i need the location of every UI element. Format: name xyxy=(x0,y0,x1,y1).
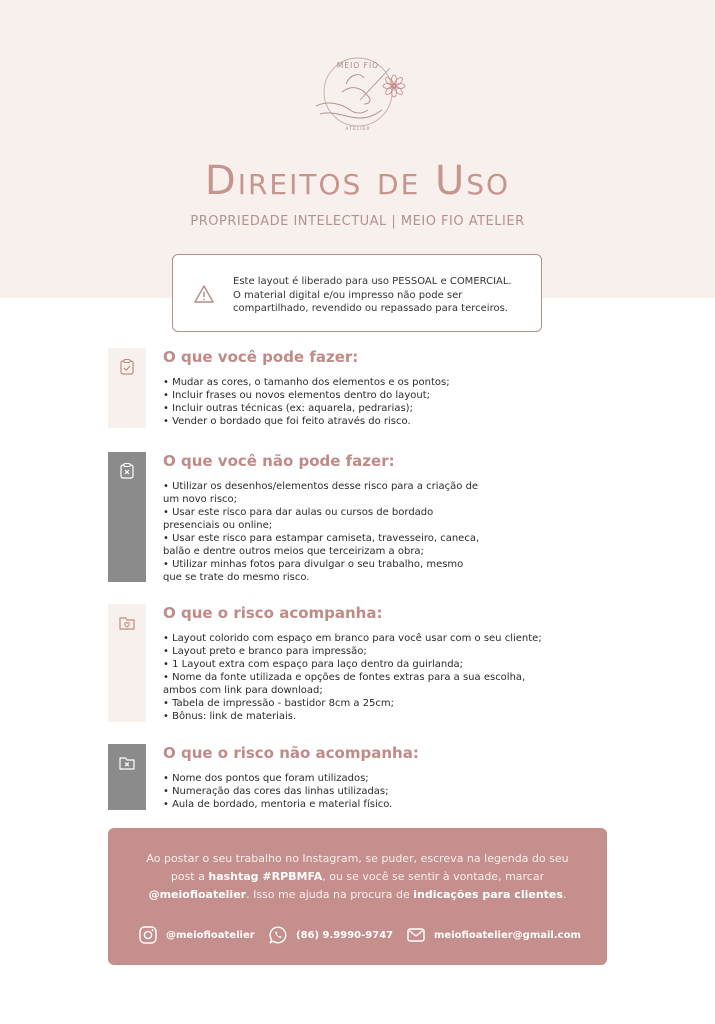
page-subtitle: PROPRIEDADE INTELECTUAL | MEIO FIO ATELIER xyxy=(190,214,525,229)
list-item: • Bônus: link de materiais. xyxy=(163,710,553,723)
notice-line: Este layout é liberado para uso PESSOAL e COMERCIAL. xyxy=(233,276,512,287)
phone-number: (86) 9.9990-9747 xyxy=(296,929,394,941)
list-item: • Incluir outras técnicas (ex: aquarela, pedrarias); xyxy=(163,402,603,415)
section-list xyxy=(163,632,553,723)
footer-text: post a xyxy=(170,870,209,883)
list-item: • Usar este risco para estampar camiseta, travesseiro, caneca, balão e dentre outros meios que terceirizam a obra; xyxy=(163,532,483,558)
clipboard-check-icon xyxy=(118,358,136,376)
notice-line: O material digital e/ou impresso não pode ser xyxy=(233,289,463,301)
notice-line: compartilhado, revendido ou repassado para terceiros. xyxy=(233,303,508,314)
instagram-icon xyxy=(138,925,158,945)
footer-line xyxy=(122,886,593,904)
embroidery-hands-logo-icon xyxy=(298,44,418,140)
section-heading: O que o risco acompanha: xyxy=(163,604,383,622)
whatsapp-contact[interactable] xyxy=(268,924,393,946)
folder-x-icon xyxy=(118,754,136,772)
section-icon-bar xyxy=(108,452,146,582)
handle-text: @meiofioatelier xyxy=(148,888,247,901)
list-item: • 1 Layout extra com espaço para laço dentro da guirlanda; xyxy=(163,658,553,671)
folder-heart-icon xyxy=(118,614,136,632)
list-item: • Mudar as cores, o tamanho dos elementos e os pontos; xyxy=(163,376,603,389)
logo-bottom-text: ATELIER xyxy=(345,127,371,132)
footer-card xyxy=(108,828,607,965)
section-heading: O que o risco não acompanha: xyxy=(163,744,419,762)
list-item: • Incluir frases ou novos elementos dentro do layout; xyxy=(163,389,603,402)
section-cannot-do xyxy=(108,452,608,582)
contact-row xyxy=(138,924,588,946)
logo-top-text: MEIO FIO xyxy=(336,61,380,70)
section-list xyxy=(163,480,483,584)
notice-text xyxy=(233,275,533,316)
warning-icon xyxy=(193,283,215,305)
list-item: • Numeração das cores das linhas utilizadas; xyxy=(163,785,603,798)
instagram-contact[interactable] xyxy=(138,924,255,946)
section-icon-bar xyxy=(108,348,146,428)
footer-line xyxy=(122,868,593,886)
hashtag-text: hashtag #RPBMFA xyxy=(208,870,323,883)
section-heading: O que você não pode fazer: xyxy=(163,452,395,470)
email-address: meiofioatelier@gmail.com xyxy=(434,929,581,941)
brand-logo xyxy=(298,44,418,140)
list-item: • Layout preto e branco para impressão; xyxy=(163,645,553,658)
list-item: • Layout colorido com espaço em branco para você usar com o seu cliente; xyxy=(163,632,553,645)
section-included xyxy=(108,604,608,722)
mail-icon xyxy=(406,925,426,945)
section-list xyxy=(163,376,603,428)
section-can-do xyxy=(108,348,608,428)
section-heading: O que você pode fazer: xyxy=(163,348,359,366)
footer-message xyxy=(122,850,593,904)
section-icon-bar xyxy=(108,604,146,722)
list-item: • Vender o bordado que foi feito através do risco. xyxy=(163,415,603,428)
list-item: • Usar este risco para dar aulas ou cursos de bordado presenciais ou online; xyxy=(163,506,483,532)
list-item: • Utilizar minhas fotos para divulgar o seu trabalho, mesmo que se trate do mesmo risco. xyxy=(163,558,483,584)
whatsapp-icon xyxy=(268,925,288,945)
footer-text: , ou se você se sentir à vontade, marcar xyxy=(322,870,545,883)
clipboard-x-icon xyxy=(118,462,136,480)
email-contact[interactable] xyxy=(406,924,581,946)
footer-text: . Isso me ajuda na procura de xyxy=(246,888,414,901)
list-item: • Nome dos pontos que foram utilizados; xyxy=(163,772,603,785)
footer-line: Ao postar o seu trabalho no Instagram, se puder, escreva na legenda do seu xyxy=(146,852,569,865)
section-icon-bar xyxy=(108,744,146,810)
highlight-text: indicações para clientes xyxy=(413,888,563,901)
list-item: • Nome da fonte utilizada e opções de fontes extras para a sua escolha, ambos com link para download; xyxy=(163,671,553,697)
section-not-included xyxy=(108,744,608,810)
usage-notice-box xyxy=(172,254,542,332)
page-title: Direitos de Uso xyxy=(204,158,511,204)
section-list xyxy=(163,772,603,811)
list-item: • Tabela de impressão - bastidor 8cm a 25cm; xyxy=(163,697,553,710)
list-item: • Aula de bordado, mentoria e material físico. xyxy=(163,798,603,811)
instagram-handle: @meiofioatelier xyxy=(166,929,255,941)
footer-text: . xyxy=(562,888,567,901)
list-item: • Utilizar os desenhos/elementos desse risco para a criação de um novo risco; xyxy=(163,480,483,506)
